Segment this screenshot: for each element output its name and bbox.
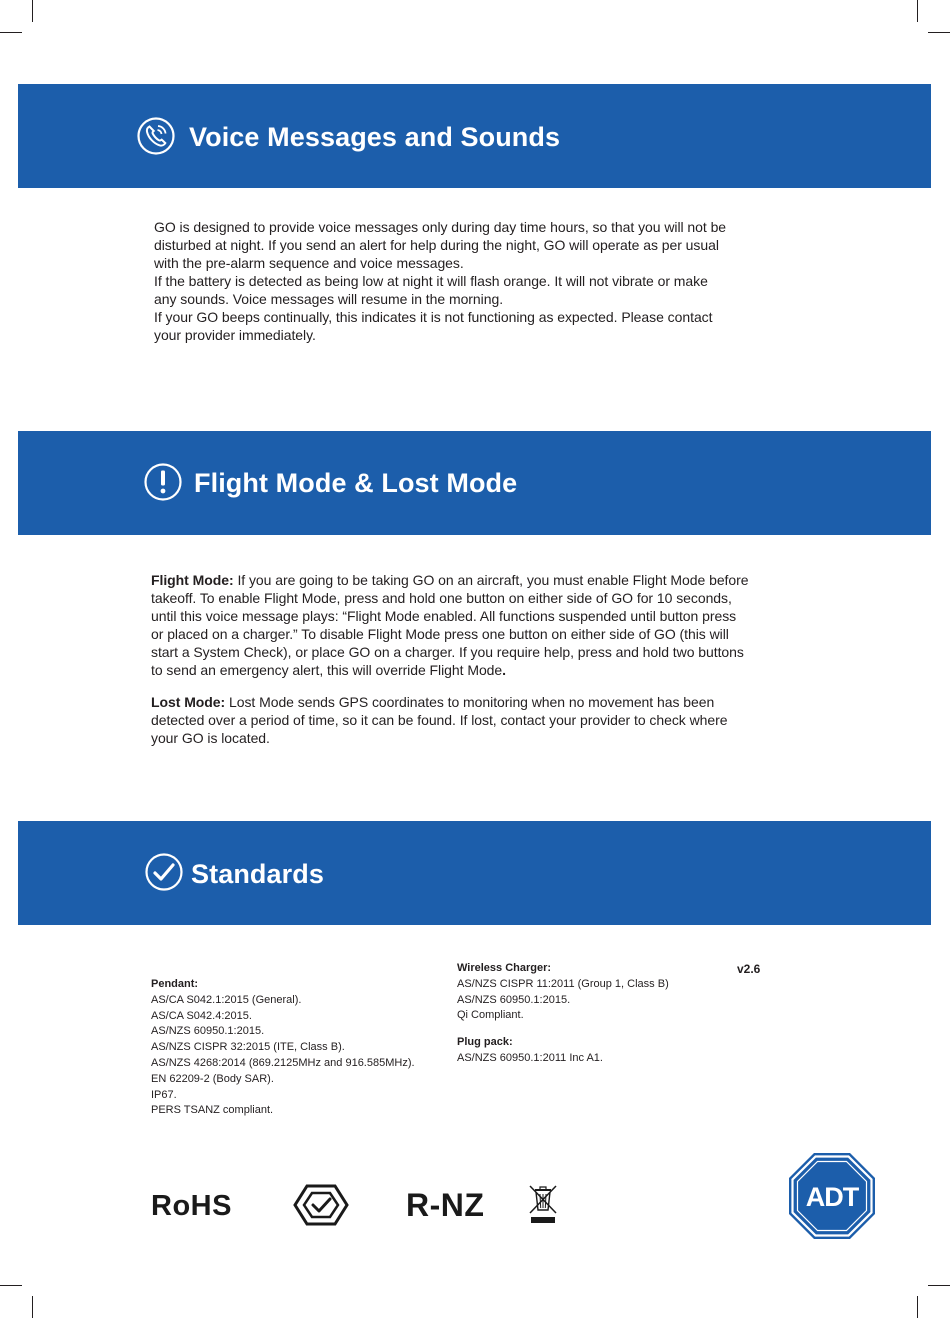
text-line: Lost Mode sends GPS coordinates to monitoring when no movement has been xyxy=(225,694,715,710)
crop-mark xyxy=(928,1285,950,1286)
section-title: Standards xyxy=(191,859,324,889)
flight-mode-paragraph xyxy=(151,571,748,679)
standard-item: IP67. xyxy=(151,1088,177,1101)
crop-mark xyxy=(0,1285,22,1286)
rohs-logo: RoHS xyxy=(151,1190,232,1222)
text-line: your GO is located. xyxy=(151,730,270,746)
standard-item: AS/NZS CISPR 11:2011 (Group 1, Class B) xyxy=(457,977,669,990)
standard-item: AS/NZS 60950.1:2011 Inc A1. xyxy=(457,1051,603,1064)
standards-section-header xyxy=(18,821,931,925)
charger-heading: Wireless Charger: xyxy=(457,962,552,974)
standard-item: EN 62209-2 (Body SAR). xyxy=(151,1072,274,1085)
plugpack-heading: Plug pack: xyxy=(457,1036,513,1049)
adt-logo xyxy=(788,1152,876,1240)
pendant-standards xyxy=(151,977,415,1119)
rnz-logo: R-NZ xyxy=(406,1187,485,1223)
crop-mark xyxy=(32,0,33,22)
text-line: until this voice message plays: “Flight Mode enabled. All functions suspended until button press xyxy=(151,608,737,624)
section-title: Voice Messages and Sounds xyxy=(189,122,561,152)
standard-item: AS/NZS 60950.1:2015. xyxy=(151,1025,265,1038)
lost-mode-label: Lost Mode: xyxy=(151,694,226,710)
text-line: If you are going to be taking GO on an aircraft, you must enable Flight Mode before xyxy=(233,572,749,588)
standard-item: AS/CA S042.4:2015. xyxy=(151,1009,252,1022)
text-line: with the pre-alarm sequence and voice messages. xyxy=(154,255,464,271)
phone-icon xyxy=(136,116,176,156)
text-line: disturbed at night. If you send an alert for help during the night, GO will operate as per usual xyxy=(154,237,719,253)
text-line: start a System Check), or place GO on a charger. If you require help, press and hold two buttons xyxy=(151,644,744,660)
text-line: If your GO beeps continually, this indicates it is not functioning as expected. Please contact xyxy=(154,309,713,325)
exclamation-icon xyxy=(143,462,183,502)
standard-item: AS/NZS 4268:2014 (869.2125MHz and 916.585MHz). xyxy=(151,1056,415,1069)
voice-section-header xyxy=(18,84,931,188)
crop-mark xyxy=(32,1296,33,1318)
voice-paragraph xyxy=(154,218,726,344)
rcm-mark-icon xyxy=(293,1184,349,1226)
flight-mode-label: Flight Mode: xyxy=(151,572,234,588)
standard-item: AS/CA S042.1:2015 (General). xyxy=(151,993,302,1006)
section-title: Flight Mode & Lost Mode xyxy=(194,468,518,498)
text-line: If the battery is detected as being low at night it will flash orange. It will not vibrate or make xyxy=(154,273,708,289)
text-line: GO is designed to provide voice messages only during day time hours, so that you will not be xyxy=(154,219,727,235)
crop-mark xyxy=(917,1296,918,1318)
adt-logo-text: ADT xyxy=(805,1182,859,1212)
text-line: takeoff. To enable Flight Mode, press and hold one button on either side of GO for 10 seconds, xyxy=(151,590,732,606)
text-line: detected over a period of time, so it can be found. If lost, contact your provider to check where xyxy=(151,712,728,728)
crop-mark xyxy=(928,32,950,33)
standard-item: Qi Compliant. xyxy=(457,1009,524,1022)
crossed-bin-icon xyxy=(527,1183,559,1225)
standard-item: AS/NZS CISPR 32:2015 (ITE, Class B). xyxy=(151,1041,345,1054)
text-line: or placed on a charger.” To disable Flight Mode press one button on either side of GO (this will xyxy=(151,626,729,642)
flight-mode-period: . xyxy=(502,662,506,678)
standard-item: AS/NZS 60950.1:2015. xyxy=(457,993,571,1006)
flight-section-header xyxy=(18,431,931,535)
pendant-heading: Pendant: xyxy=(151,978,199,990)
lost-mode-paragraph xyxy=(151,693,727,747)
text-line: your provider immediately. xyxy=(154,327,316,343)
standard-item: PERS TSANZ compliant. xyxy=(151,1104,274,1117)
version-label: v2.6 xyxy=(737,962,761,976)
crop-mark xyxy=(917,0,918,22)
crop-mark xyxy=(0,32,22,33)
checkmark-icon xyxy=(144,852,184,892)
text-line: any sounds. Voice messages will resume in the morning. xyxy=(154,291,504,307)
text-line: to send an emergency alert, this will override Flight Mode xyxy=(151,662,503,678)
charger-standards xyxy=(457,961,669,1067)
